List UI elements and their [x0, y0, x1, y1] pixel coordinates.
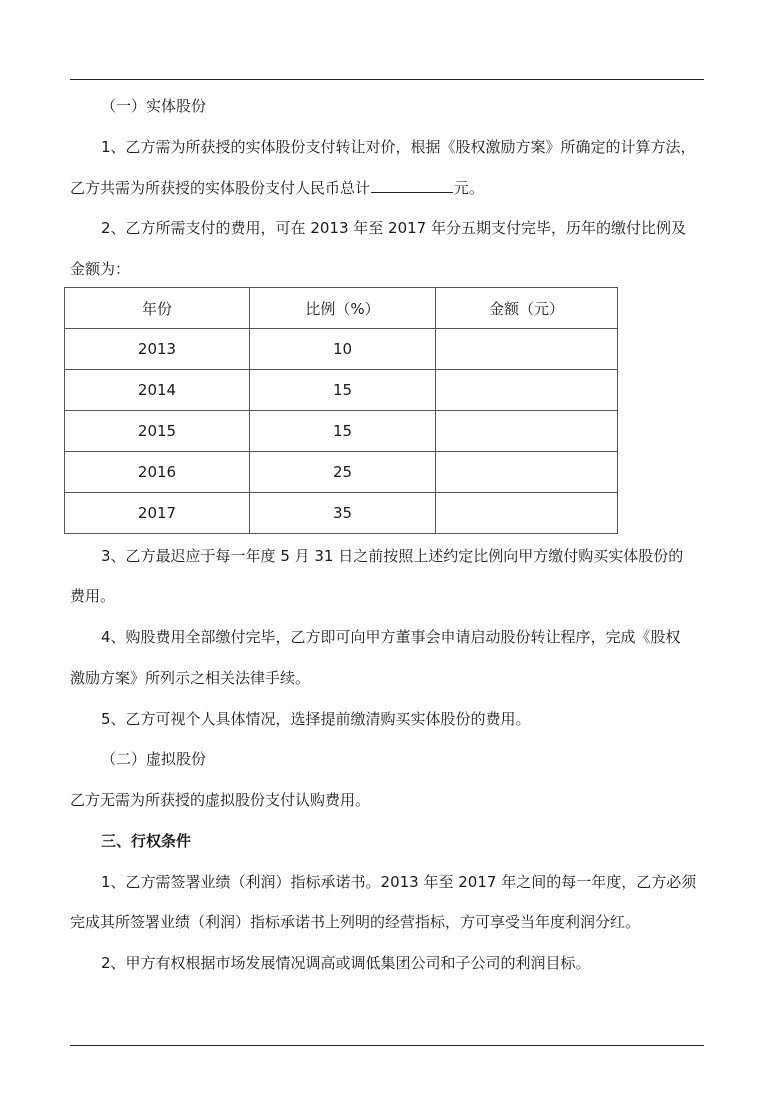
- paragraph-2-line-1: 2、乙方所需支付的费用，可在 2013 年至 2017 年分五期支付完毕，历年的缴付比例及: [101, 219, 686, 237]
- cell-year: 2013: [65, 329, 250, 370]
- amount-blank-field[interactable]: [371, 177, 453, 193]
- header-ratio: 比例（%）: [250, 288, 436, 329]
- cell-ratio: 25: [250, 452, 436, 493]
- section-3-paragraph-1-line-1: 1、乙方需签署业绩（利润）指标承诺书。2013 年至 2017 年之间的每一年度，乙方必须: [101, 873, 697, 891]
- cell-ratio: 15: [250, 370, 436, 411]
- cell-year: 2014: [65, 370, 250, 411]
- header-rule: [70, 79, 704, 80]
- cell-year: 2017: [65, 493, 250, 534]
- cell-ratio: 10: [250, 329, 436, 370]
- paragraph-3-line-2: 费用。: [70, 587, 116, 605]
- table-row: [65, 411, 618, 452]
- paragraph-3-line-1: 3、乙方最迟应于每一年度 5 月 31 日之前按照上述约定比例向甲方缴付购买实体股份的: [101, 547, 684, 565]
- cell-amount: [436, 493, 618, 534]
- cell-ratio: 35: [250, 493, 436, 534]
- paragraph-4-line-2: 激励方案》所列示之相关法律手续。: [70, 669, 311, 687]
- table-header-row: [65, 288, 618, 329]
- subsection-heading-physical-shares: （一）实体股份: [101, 97, 207, 115]
- section-3-paragraph-2-line-1: 2、甲方有权根据市场发展情况调高或调低集团公司和子公司的利润目标。: [101, 954, 591, 972]
- cell-amount: [436, 411, 618, 452]
- payment-schedule-table: [64, 287, 618, 534]
- paragraph-4-line-1: 4、购股费用全部缴付完毕，乙方即可向甲方董事会申请启动股份转让程序，完成《股权: [101, 628, 681, 646]
- paragraph-1-line-2-text: 乙方共需为所获授的实体股份支付人民币总计: [70, 179, 371, 197]
- cell-year: 2016: [65, 452, 250, 493]
- header-amount: 金额（元）: [436, 288, 618, 329]
- table-row: [65, 329, 618, 370]
- table-row: [65, 493, 618, 534]
- paragraph-5-line-1: 5、乙方可视个人具体情况，选择提前缴清购买实体股份的费用。: [101, 710, 531, 728]
- cell-amount: [436, 452, 618, 493]
- cell-ratio: 15: [250, 411, 436, 452]
- virtual-shares-paragraph: 乙方无需为所获授的虚拟股份支付认购费用。: [70, 791, 371, 809]
- footer-rule: [70, 1045, 704, 1046]
- cell-year: 2015: [65, 411, 250, 452]
- cell-amount: [436, 329, 618, 370]
- subsection-heading-virtual-shares: （二）虚拟股份: [101, 750, 207, 768]
- table-row: [65, 370, 618, 411]
- paragraph-1-line-2-suffix: 元。: [454, 179, 485, 197]
- section-3-paragraph-1-line-2: 完成其所签署业绩（利润）指标承诺书上列明的经营指标，方可享受当年度利润分红。: [70, 913, 641, 931]
- paragraph-1-line-1: 1、乙方需为所获授的实体股份支付转让对价，根据《股权激励方案》所确定的计算方法，: [101, 138, 696, 156]
- header-year: 年份: [65, 288, 250, 329]
- cell-amount: [436, 370, 618, 411]
- paragraph-2-line-2: 金额为：: [70, 260, 131, 278]
- paragraph-1-line-2: [70, 177, 710, 199]
- section-heading-exercise-conditions: 三、行权条件: [101, 832, 192, 850]
- table-row: [65, 452, 618, 493]
